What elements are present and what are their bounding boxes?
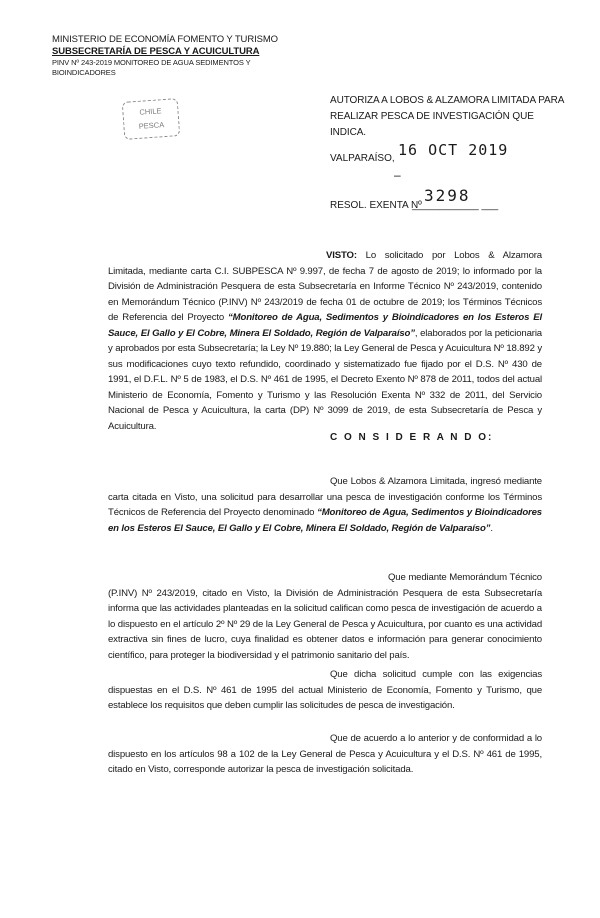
visto-project-title: “Monitoreo de Agua, Sedimentos y Bioindicadores en los Esteros El Sauce, El Gallo y El Cobre, Minera El Soldado, Región de Valparaíso” <box>108 312 542 339</box>
considerando-3 <box>108 667 542 714</box>
stamp-line-1: CHILE <box>139 106 162 117</box>
considerando-3-text: Que dicha solicitud cumple con las exigencias dispuestas en el D.S. Nº 461 de 1995 del actual Ministerio de Economía, Fomento y Turismo, que establece los requisitos que deben cumplir las solicitudes de pesca de investigación. <box>108 669 542 711</box>
date-stamp: 16 OCT 2019 <box>398 141 509 159</box>
considerando-heading: C O N S I D E R A N D O: <box>330 432 494 443</box>
visto-label: VISTO: <box>326 250 357 261</box>
visto-text-2: , elaborados por la peticionaria y aprobados por esta Subsecretaría; la Ley Nº 19.880; la Ley General de Pesca y Acuicultura Nº 18.892 y sus modificaciones cuyo texto refundido, coordinado y sistematizado fue fijado por el D.S. Nº 430 de 1991, el D.F.L. Nº 5 de 1983, el D.S. Nº 461 de 1995, el Decreto Exento Nº 878 de 2011, todos del actual Ministerio de Economía, Fomento y Turismo y las Resolución Exenta Nº 332 de 2011, del Servicio Nacional de Pesca y Acuicultura, la carta (DP) Nº 3099 de 2019, de esta Subsecretaría de Pesca y Acuicultura. <box>108 327 542 432</box>
considerando-2-text: Que mediante Memorándum Técnico (P.INV) Nº 243/2019, citado en Visto, la División de Administración Pesquera de esta Subsecretaría informa que las actividades planteadas en la solicitud califican como pesca de investigación de acuerdo a lo dispuesto en el artículo 2º Nº 29 de la Ley General de Pesca y Acuicultura, por cuanto es una actividad extractiva sin fines de lucro, cuya finalidad es obtener datos e información para generar conocimiento científico, para proteger la biodiversidad y el patrimonio sanitario del país. <box>108 572 542 661</box>
considerando-4-text: Que de acuerdo a lo anterior y de conformidad a lo dispuesto en los artículos 98 a 102 de la Ley General de Pesca y Acuicultura y el D.S. Nº 461 de 1995, citado en Visto, corresponde autorizar la pesca de investigación solicitada. <box>108 733 542 775</box>
reference-line-2: BIOINDICADORES <box>52 68 116 77</box>
reference-line-1: PINV Nº 243-2019 MONITOREO DE AGUA SEDIMENTOS Y <box>52 58 251 67</box>
resolution-blank-line: ____________ ___ <box>412 200 499 211</box>
date-dash: – <box>394 168 401 182</box>
letterhead <box>52 34 278 78</box>
resolution-number: 3298 <box>424 186 471 205</box>
subsecretaria-name: SUBSECRETARÍA DE PESCA Y ACUICULTURA <box>52 46 260 57</box>
considerando-1 <box>108 474 542 536</box>
place-label: VALPARAÍSO, <box>330 153 395 164</box>
considerando-4 <box>108 731 542 778</box>
office-stamp <box>122 98 181 140</box>
considerando-1-end: . <box>490 522 493 534</box>
visto-text-1: Lo solicitado por Lobos & Alzamora Limitada, mediante carta C.I. SUBPESCA Nº 9.997, de fecha 7 de agosto de 2019; lo informado por la División de Administración Pesquera de esta Subsecretaría en Informe Técnico Nº 243/2019, contenido en Memorándum Técnico (P.INV) Nº 243/2019 de fecha 01 de octubre de 2019; los Términos Técnicos de Referencia del Proyecto <box>108 250 542 323</box>
stamp-line-2: PESCA <box>138 120 165 131</box>
considerando-2 <box>108 570 542 663</box>
visto-paragraph <box>108 248 542 434</box>
considerando-1-text: Que Lobos & Alzamora Limitada, ingresó mediante carta citada en Visto, una solicitud para desarrollar una pesca de investigación conforme los Términos Técnicos de Referencia del Proyecto denominado <box>108 476 542 518</box>
resolution-subject: AUTORIZA A LOBOS & ALZAMORA LIMITADA PARA REALIZAR PESCA DE INVESTIGACIÓN QUE INDICA. <box>330 95 564 138</box>
resolution-label: RESOL. EXENTA Nº <box>330 200 422 211</box>
ministry-name: MINISTERIO DE ECONOMÍA FOMENTO Y TURISMO <box>52 34 278 45</box>
considerando-1-project-title: “Monitoreo de Agua, Sedimentos y Bioindicadores en los Esteros El Sauce, El Gallo y El Cobre, Minera El Soldado, Región de Valparaíso” <box>108 507 542 534</box>
